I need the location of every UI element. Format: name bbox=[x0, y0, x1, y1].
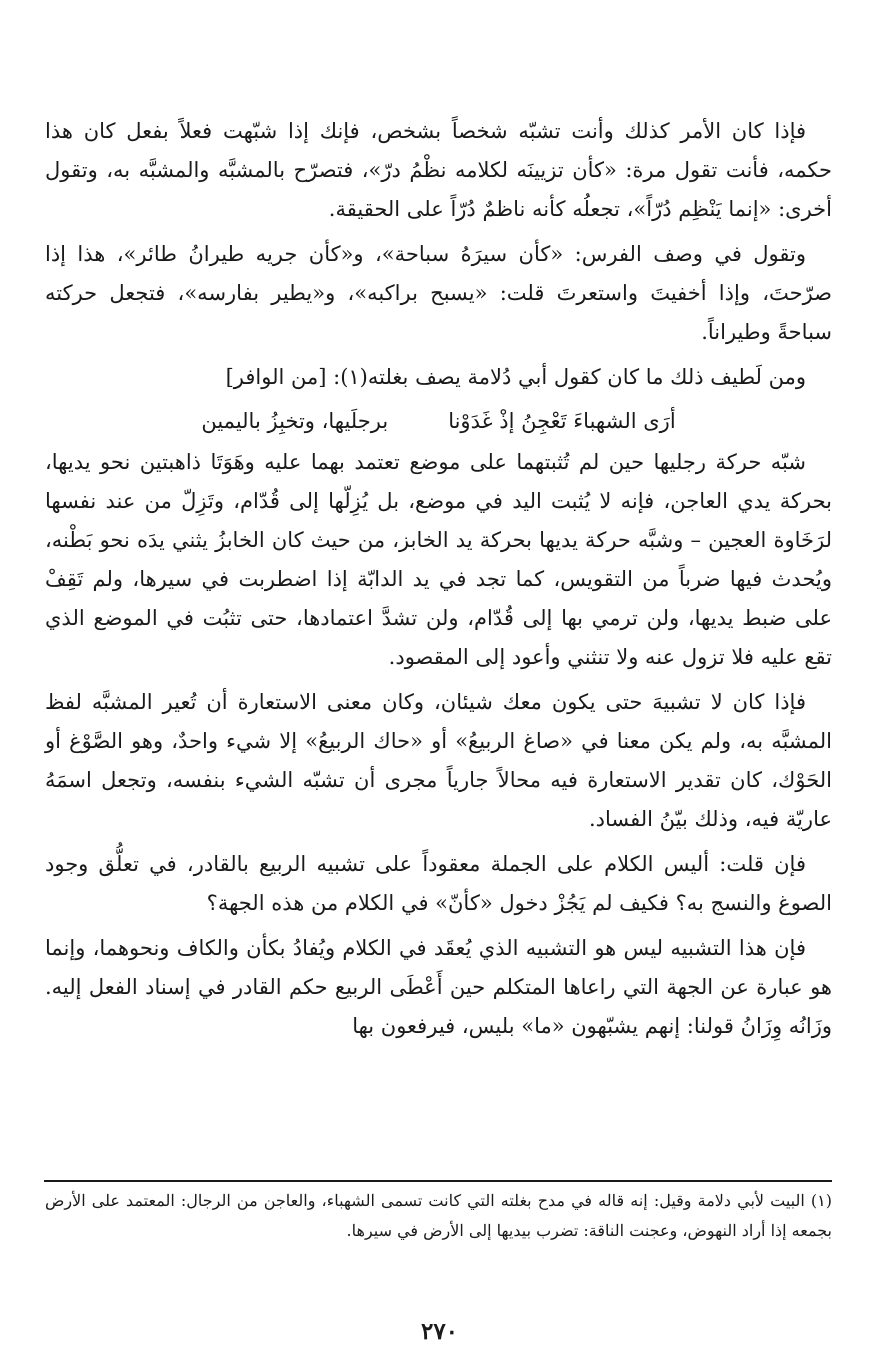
paragraph-2: وتقول في وصف الفرس: «كأن سيرَهُ سباحة»، و«كأن جريه طيرانُ طائر»، هذا إذا صرّحتَ، وإذا أخفيتَ واستعرتَ قلت: «يسبح براكبه»، و«يطير بفارسه»، فتجعل حركته سباحةً وطيراناً. bbox=[45, 242, 832, 344]
page-body bbox=[45, 112, 832, 1052]
paragraph-3: شبّه حركة رجليها حين لم تُثبتهما على موضع تعتمد بهما عليه وهَوَتَا ذاهبتين نحو يديها، بحركة يدي العاجن، فإنه لا يُثبت اليد في موضع، بل يُزِلّها إلى قُدّام، وتَزِلّ من عند نفسها لرَخَاوة العجين – وشبَّه حركة يديها بحركة يد الخابز، من حيث كان الخابزُ يثني يدَه نحو بَطْنه، ويُحدث فيها ضرباً من التقويس، كما تجد في يد الدابّة إذا اضطربت في سيرها، ولم تَقِفْ على ضبط يديها، ولن ترمي بها إلى قُدّام، ولن تشدَّ اعتمادها، حتى تثبُت في الموضع الذي تقع عليه فلا تزول عنه ولا تنثني وأعود إلى المقصود. bbox=[45, 450, 832, 669]
footnote-block bbox=[45, 1186, 832, 1246]
paragraph-6: فإن هذا التشبيه ليس هو التشبيه الذي يُعقَد في الكلام ويُفادُ بكأن والكاف ونحوهما، وإنما هو عبارة عن الجهة التي راعاها المتكلم حين أَعْطَى الربيع حكم القادر في إسناد الفعل إليه. وزَانُه وِزَانُ قولنا: إنهم يشبّهون «ما» بليس، فيرفعون بها bbox=[45, 936, 832, 1038]
verse-intro: ومن لَطيف ذلك ما كان كقول أبي دُلامة يصف بغلته(١): [من الوافر] bbox=[225, 365, 806, 389]
footnote-separator bbox=[44, 1180, 832, 1182]
paragraph-4: فإذا كان لا تشبيهَ حتى يكون معك شيئان، وكان معنى الاستعارة أن تُعير المشبَّه لفظ المشبَّه به، ولم يكن معنا في «صاغ الربيعُ» أو «حاك الربيعُ» إلا شيء واحدٌ، وهو الصَّوْغ أو الحَوْك، كان تقدير الاستعارة فيه محالاً جارياً مجرى أن تشبّه الشيء بنفسه، وتجعل اسمَهُ عاريّة فيه، وذلك بيّنُ الفساد. bbox=[45, 690, 832, 831]
footnote-1: (١) البيت لأبي دلامة وقيل: إنه قاله في مدح بغلته التي كانت تسمى الشهباء، والعاجن من الرجال: المعتمد على الأرض بجمعه إذا أراد النهوض، وعجنت الناقة: تضرب بيديها إلى الأرض في سيرها. bbox=[45, 1191, 832, 1240]
verse-second-hemistich: برجلَيها، وتخبِزُ باليمين bbox=[201, 409, 389, 433]
poetry-verse bbox=[45, 401, 832, 441]
page-number: ٢٧٠ bbox=[420, 1318, 459, 1345]
paragraph-1: فإذا كان الأمر كذلك وأنت تشبّه شخصاً بشخص، فإنك إذا شبّهت فعلاً بفعل كان هذا حكمه، فأنت تقول مرة: «كأن تزيينَه لكلامه نظْمُ درّ»، فتصرّح بالمشبَّه والمشبَّه به، وتقول أخرى: «إنما يَنْظِم دُرّاً»، تجعلُه كأنه ناظمٌ دُرّاً على الحقيقة. bbox=[45, 119, 832, 221]
verse-first-hemistich: أرَى الشهباءَ تَعْجِنُ إذْ غَدَوْنا bbox=[448, 409, 676, 433]
paragraph-5: فإن قلت: أليس الكلام على الجملة معقوداً على تشبيه الربيع بالقادر، في تعلُّق وجود الصوغ والنسج به؟ فكيف لم يَجُزْ دخول «كأنّ» في الكلام من هذه الجهة؟ bbox=[45, 852, 832, 915]
